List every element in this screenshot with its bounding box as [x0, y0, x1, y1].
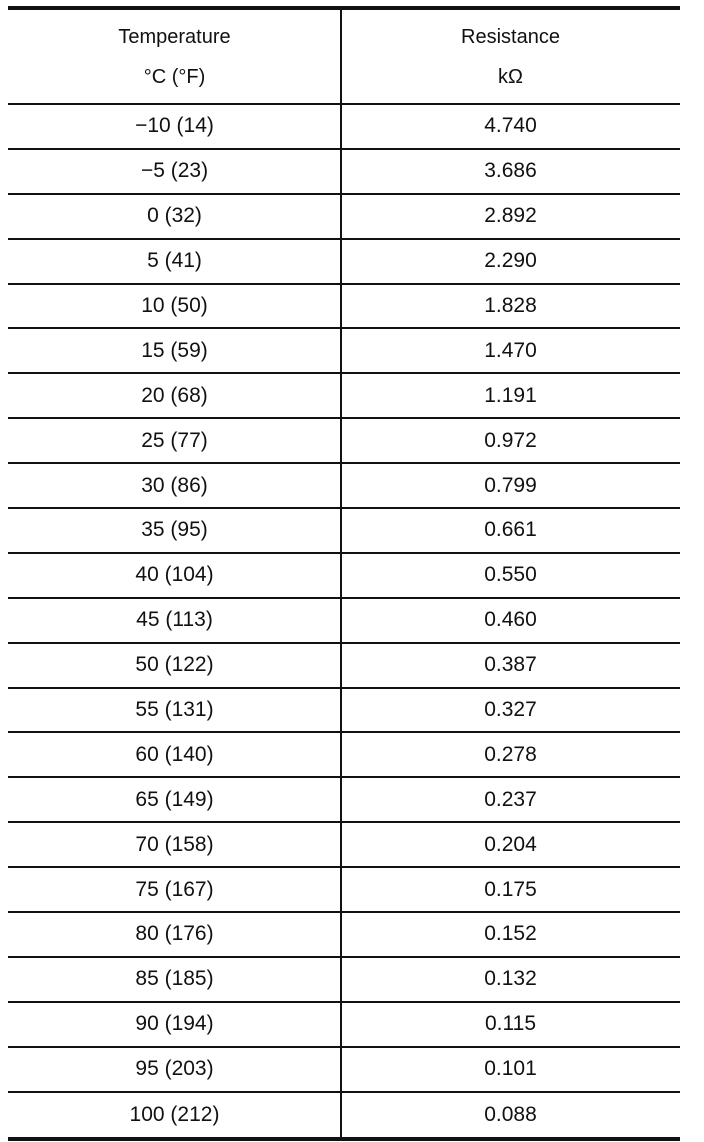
table-row: [8, 1003, 680, 1048]
resistance-cell: 0.237: [484, 787, 537, 811]
temperature-header: [8, 10, 341, 103]
resistance-header: [341, 10, 680, 103]
temperature-cell: 10 (50): [141, 294, 208, 317]
table-row: [8, 105, 680, 150]
table-row: [8, 778, 680, 823]
resistance-cell: 0.152: [484, 922, 537, 946]
temperature-cell: 60 (140): [135, 742, 214, 766]
table-row: [8, 195, 680, 240]
resistance-header-label: Resistance: [461, 25, 560, 48]
resistance-cell: 0.460: [484, 608, 537, 632]
table-row: [8, 419, 680, 464]
table-row: [8, 285, 680, 330]
bottom-rule: [8, 1137, 680, 1141]
column-divider: [340, 10, 342, 1137]
temperature-cell: 55 (131): [135, 698, 214, 722]
temperature-header-label: Temperature: [118, 25, 231, 48]
temperature-cell: 100 (212): [129, 1103, 220, 1127]
resistance-cell: 0.101: [484, 1057, 537, 1081]
table-row: [8, 329, 680, 374]
temperature-cell: 35 (95): [141, 518, 208, 542]
temperature-cell: 5 (41): [147, 249, 202, 273]
table-row: [8, 464, 680, 509]
resistance-cell: 0.387: [484, 653, 537, 677]
temperature-cell: 70 (158): [135, 832, 214, 856]
table-row: [8, 689, 680, 734]
resistance-cell: 0.278: [484, 742, 537, 766]
temperature-cell: 75 (167): [135, 877, 214, 901]
temperature-cell: −10 (14): [135, 114, 214, 138]
temperature-cell: 50 (122): [135, 653, 214, 677]
table-row: [8, 868, 680, 913]
temperature-cell: 85 (185): [135, 967, 214, 991]
table-row: [8, 509, 680, 554]
temperature-cell: 90 (194): [135, 1012, 214, 1036]
resistance-cell: 0.204: [484, 832, 537, 856]
resistance-cell: 0.799: [484, 473, 537, 497]
resistance-cell: 0.327: [484, 698, 537, 722]
temperature-cell: 80 (176): [135, 922, 214, 946]
resistance-cell: 3.686: [484, 159, 537, 183]
temperature-cell: 45 (113): [136, 608, 213, 632]
temperature-cell: 95 (203): [135, 1057, 214, 1081]
resistance-cell: 1.470: [484, 338, 537, 362]
resistance-cell: 0.132: [484, 967, 537, 991]
resistance-cell: 0.972: [484, 428, 537, 452]
temperature-header-unit: °C (°F): [143, 65, 206, 88]
table-body: [8, 105, 680, 1137]
resistance-cell: 0.088: [484, 1103, 537, 1127]
resistance-cell: 1.191: [484, 383, 537, 407]
table-row: [8, 554, 680, 599]
table-row: [8, 240, 680, 285]
temperature-cell: 0 (32): [147, 204, 202, 228]
table-row: [8, 1048, 680, 1093]
resistance-cell: 0.115: [485, 1012, 536, 1036]
table-row: [8, 958, 680, 1003]
table-row: [8, 1093, 680, 1138]
temperature-cell: 20 (68): [141, 383, 208, 407]
resistance-cell: 0.175: [484, 877, 537, 901]
temperature-cell: 25 (77): [141, 428, 208, 452]
resistance-cell: 4.740: [484, 114, 537, 138]
temperature-cell: 65 (149): [135, 787, 214, 811]
temperature-cell: 30 (86): [141, 473, 208, 497]
table-row: [8, 644, 680, 689]
table-row: [8, 374, 680, 419]
temperature-cell: 40 (104): [135, 563, 214, 587]
table-row: [8, 913, 680, 958]
table-row: [8, 733, 680, 778]
table-row: [8, 823, 680, 868]
table-header: [8, 10, 680, 105]
resistance-table: [8, 6, 680, 1141]
resistance-cell: 0.550: [484, 563, 537, 587]
resistance-cell: 0.661: [484, 518, 537, 542]
table-row: [8, 599, 680, 644]
resistance-cell: 2.892: [484, 204, 537, 228]
table-row: [8, 150, 680, 195]
temperature-cell: 15 (59): [141, 338, 208, 362]
resistance-cell: 2.290: [484, 249, 537, 273]
resistance-header-unit: kΩ: [498, 65, 523, 88]
resistance-cell: 1.828: [484, 294, 537, 317]
temperature-cell: −5 (23): [140, 159, 209, 183]
